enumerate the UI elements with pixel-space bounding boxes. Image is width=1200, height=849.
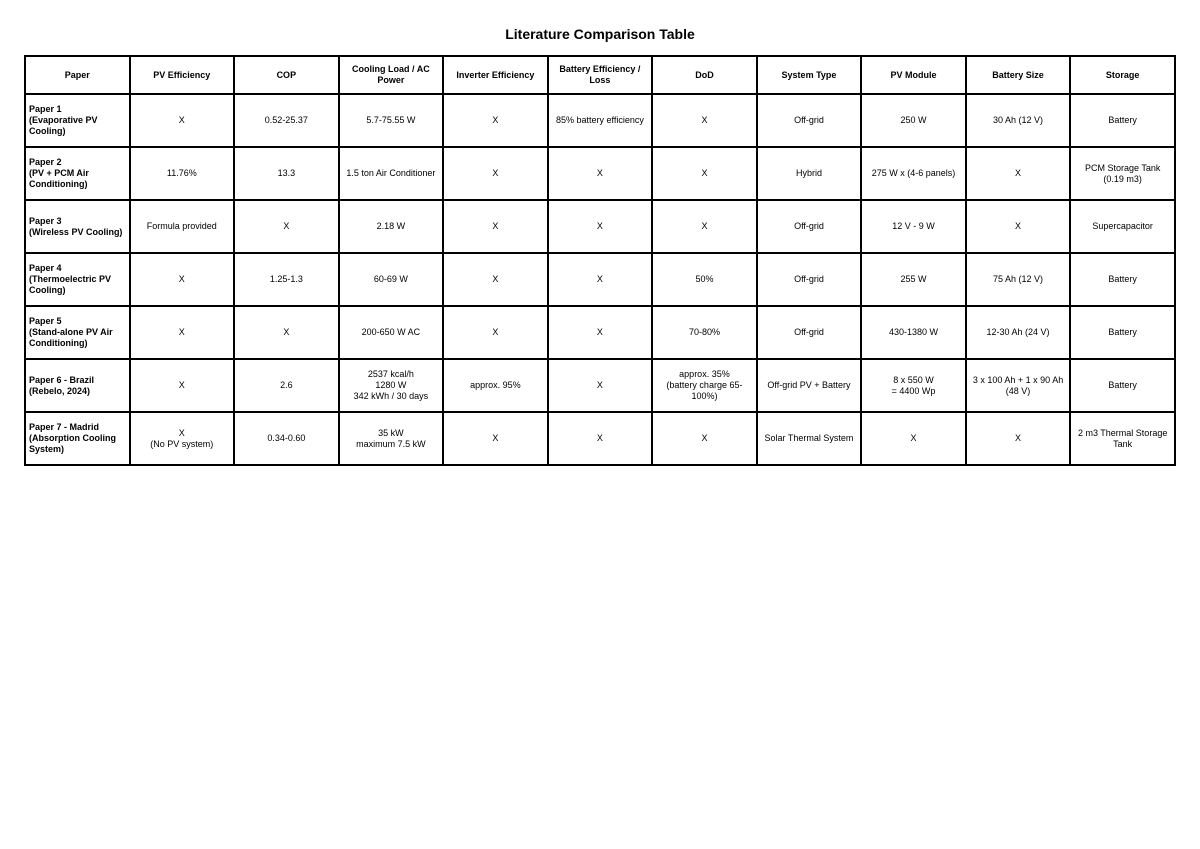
cell-pv-efficiency: X [130,94,235,147]
cell-storage: Supercapacitor [1070,200,1175,253]
cell-paper: Paper 3 (Wireless PV Cooling) [25,200,130,253]
cell-battery-size: 75 Ah (12 V) [966,253,1071,306]
table-row [25,306,1175,359]
cell-battery-efficiency: X [548,412,653,465]
header-cop: COP [234,56,339,94]
cell-storage: Battery [1070,306,1175,359]
cell-pv-efficiency: X [130,253,235,306]
cell-storage: Battery [1070,359,1175,412]
cell-cooling-load: 2537 kcal/h 1280 W 342 kWh / 30 days [339,359,444,412]
cell-system-type: Off-grid [757,253,862,306]
cell-cooling-load: 35 kW maximum 7.5 kW [339,412,444,465]
cell-inverter-efficiency: X [443,147,548,200]
cell-paper: Paper 4 (Thermoelectric PV Cooling) [25,253,130,306]
header-battery-size: Battery Size [966,56,1071,94]
cell-pv-efficiency: X [130,359,235,412]
cell-cop: X [234,200,339,253]
cell-cooling-load: 60-69 W [339,253,444,306]
cell-system-type: Off-grid [757,200,862,253]
cell-system-type: Hybrid [757,147,862,200]
cell-battery-size: 12-30 Ah (24 V) [966,306,1071,359]
cell-paper: Paper 1 (Evaporative PV Cooling) [25,94,130,147]
cell-battery-efficiency: X [548,147,653,200]
cell-storage: 2 m3 Thermal Storage Tank [1070,412,1175,465]
page-title: Literature Comparison Table [505,26,695,42]
comparison-table [24,55,1176,466]
cell-paper: Paper 5 (Stand-alone PV Air Conditioning) [25,306,130,359]
cell-storage: PCM Storage Tank (0.19 m3) [1070,147,1175,200]
table-row [25,200,1175,253]
cell-pv-efficiency: X (No PV system) [130,412,235,465]
cell-inverter-efficiency: X [443,200,548,253]
cell-pv-module: 8 x 550 W = 4400 Wp [861,359,966,412]
cell-battery-size: X [966,200,1071,253]
cell-inverter-efficiency: X [443,306,548,359]
cell-battery-efficiency: X [548,200,653,253]
cell-inverter-efficiency: X [443,412,548,465]
table-row [25,412,1175,465]
cell-cooling-load: 1.5 ton Air Conditioner [339,147,444,200]
table-row [25,94,1175,147]
header-pv-efficiency: PV Efficiency [130,56,235,94]
cell-pv-module: 430-1380 W [861,306,966,359]
cell-system-type: Off-grid [757,94,862,147]
header-storage: Storage [1070,56,1175,94]
cell-dod: approx. 35% (battery charge 65-100%) [652,359,757,412]
header-pv-module: PV Module [861,56,966,94]
cell-pv-module: 255 W [861,253,966,306]
table-header-row [25,56,1175,94]
cell-dod: X [652,412,757,465]
cell-cop: 0.34-0.60 [234,412,339,465]
cell-cop: 13.3 [234,147,339,200]
cell-pv-module: X [861,412,966,465]
header-paper: Paper [25,56,130,94]
cell-inverter-efficiency: X [443,94,548,147]
table-row [25,253,1175,306]
cell-dod: X [652,200,757,253]
cell-cop: 1.25-1.3 [234,253,339,306]
cell-inverter-efficiency: approx. 95% [443,359,548,412]
cell-dod: X [652,94,757,147]
cell-paper: Paper 6 - Brazil (Rebelo, 2024) [25,359,130,412]
cell-battery-efficiency: X [548,306,653,359]
header-dod: DoD [652,56,757,94]
cell-battery-efficiency: 85% battery efficiency [548,94,653,147]
cell-battery-size: X [966,147,1071,200]
cell-storage: Battery [1070,94,1175,147]
cell-cop: 0.52-25.37 [234,94,339,147]
cell-battery-size: 30 Ah (12 V) [966,94,1071,147]
header-cooling-load: Cooling Load / AC Power [339,56,444,94]
cell-storage: Battery [1070,253,1175,306]
table-row [25,147,1175,200]
cell-paper: Paper 2 (PV + PCM Air Conditioning) [25,147,130,200]
cell-inverter-efficiency: X [443,253,548,306]
cell-pv-efficiency: 11.76% [130,147,235,200]
cell-cooling-load: 2.18 W [339,200,444,253]
cell-dod: 70-80% [652,306,757,359]
cell-pv-module: 250 W [861,94,966,147]
cell-battery-efficiency: X [548,253,653,306]
cell-system-type: Off-grid [757,306,862,359]
header-system-type: System Type [757,56,862,94]
cell-pv-module: 12 V - 9 W [861,200,966,253]
cell-system-type: Solar Thermal System [757,412,862,465]
cell-cop: X [234,306,339,359]
cell-battery-efficiency: X [548,359,653,412]
cell-paper: Paper 7 - Madrid (Absorption Cooling System) [25,412,130,465]
cell-dod: 50% [652,253,757,306]
header-inverter-efficiency: Inverter Efficiency [443,56,548,94]
cell-cooling-load: 5.7-75.55 W [339,94,444,147]
cell-cooling-load: 200-650 W AC [339,306,444,359]
cell-cop: 2.6 [234,359,339,412]
cell-battery-size: 3 x 100 Ah + 1 x 90 Ah (48 V) [966,359,1071,412]
cell-battery-size: X [966,412,1071,465]
cell-pv-efficiency: X [130,306,235,359]
header-battery-efficiency: Battery Efficiency / Loss [548,56,653,94]
cell-dod: X [652,147,757,200]
cell-system-type: Off-grid PV + Battery [757,359,862,412]
table-row [25,359,1175,412]
cell-pv-module: 275 W x (4-6 panels) [861,147,966,200]
cell-pv-efficiency: Formula provided [130,200,235,253]
